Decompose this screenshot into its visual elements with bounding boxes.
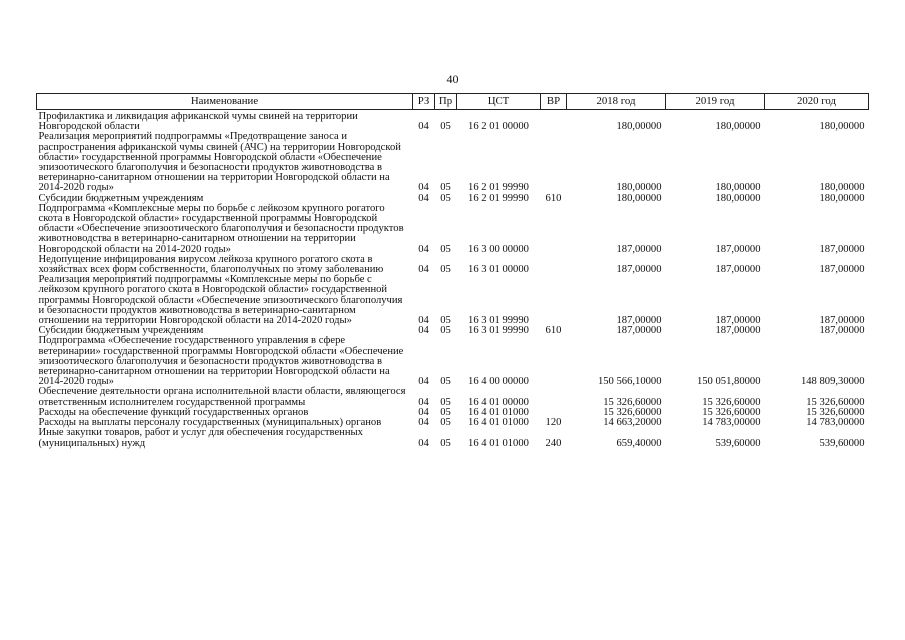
cell-vr: 610 [545, 325, 562, 337]
cell-pr: 05 [440, 192, 451, 204]
cell-cst: 16 4 01 01000 [468, 417, 529, 429]
cell-2019: 180,00000 [715, 182, 761, 194]
header-vr: ВР [541, 94, 567, 110]
header-2018: 2018 год [567, 94, 666, 110]
cell-2018: 659,40000 [616, 437, 662, 449]
cell-rz: 04 [418, 437, 429, 449]
cell-rz: 04 [418, 182, 429, 194]
header-2020: 2020 год [765, 94, 869, 110]
cell-name: Реализация мероприятий подпрограммы «Комплексные меры по борьбе с лейкозом крупного рогатого скота в Новгородской области» государственной программы Новгородской области «Обеспечение эпизоотического благополучия и безопасности продуктов животноводства в ветеринарно-санитарном отношении на территории Новгородской области на 2014-2020 годы» [38, 274, 403, 327]
cell-2019: 15 326,60000 [702, 406, 761, 418]
cell-2018: 180,00000 [616, 192, 662, 204]
cell-pr: 05 [440, 376, 451, 388]
cell-rz: 04 [418, 325, 429, 337]
cell-rz: 04 [418, 264, 429, 276]
cell-2019: 14 783,00000 [702, 417, 761, 429]
cell-rz: 04 [418, 396, 429, 408]
cell-2020: 187,00000 [819, 243, 865, 255]
cell-cst: 16 4 01 01000 [468, 437, 529, 449]
table-header-row [37, 94, 869, 110]
cell-2020: 180,00000 [819, 192, 865, 204]
cell-name: Реализация мероприятий подпрограммы «Предотвращение заноса и распространения африканской чумы свиней (АЧС) на территории Новгородской области» государственной программы Новгородской области «Обеспечение эпизоотического благополучия и безопасности продуктов животноводства в ветеринарно-санитарном отношении на территории Новгородской области на 2014-2020 годы» [38, 131, 401, 194]
cell-vr: 120 [545, 417, 562, 429]
cell-2018: 187,00000 [616, 264, 662, 276]
cell-2019: 180,00000 [715, 121, 761, 133]
cell-2020: 180,00000 [819, 121, 865, 133]
cell-2020: 14 783,00000 [806, 417, 865, 429]
cell-2018: 187,00000 [616, 315, 662, 327]
cell-2019: 150 051,80000 [696, 376, 761, 388]
cell-2018: 180,00000 [616, 182, 662, 194]
cell-name: Подпрограмма «Комплексные меры по борьбе с лейкозом крупного рогатого скота в Новгородской области» государственной программы Новгородской области «Обеспечение эпизоотического благополучия и безопасности продуктов животноводства в ветеринарно-санитарном отношении на территории Новгородской области на 2014-2020 годы» [38, 202, 404, 255]
cell-2018: 150 566,10000 [597, 376, 662, 388]
cell-pr: 05 [440, 325, 451, 337]
cell-cst: 16 3 01 00000 [468, 264, 529, 276]
cell-vr [541, 132, 567, 193]
header-pr: Пр [435, 94, 457, 110]
table-row [37, 336, 869, 387]
cell-cst: 16 2 01 00000 [468, 121, 529, 133]
cell-name: Подпрограмма «Обеспечение государственного управления в сфере ветеринарии» государственной программы Новгородской области «Обеспечение эпизоотического благополучия и безопасности продуктов животноводства в ветеринарно-санитарном отношении на территории Новгородской области на 2014-2020 годы» [38, 335, 404, 388]
cell-2018: 180,00000 [616, 121, 662, 133]
cell-cst: 16 2 01 99990 [468, 182, 529, 194]
cell-pr: 05 [440, 396, 451, 408]
table-row [37, 387, 869, 407]
cell-pr: 05 [440, 182, 451, 194]
header-2019: 2019 год [666, 94, 765, 110]
cell-rz: 04 [418, 376, 429, 388]
cell-vr: 240 [545, 437, 562, 449]
cell-name: Недопущение инфицирования вирусом лейкоза крупного рогатого скота в хозяйствах всех форм собственности, благополучных по этому заболеванию [38, 253, 384, 276]
cell-2019: 187,00000 [715, 325, 761, 337]
cell-rz: 04 [418, 243, 429, 255]
cell-2019: 187,00000 [715, 264, 761, 276]
cell-2018: 15 326,60000 [603, 406, 662, 418]
cell-2018: 14 663,20000 [603, 417, 662, 429]
page-number: 40 [446, 72, 459, 86]
cell-name: Иные закупки товаров, работ и услуг для обеспечения государственных (муниципальных) нужд [38, 427, 363, 449]
table-row [37, 428, 869, 448]
table-row [37, 110, 869, 133]
cell-cst: 16 3 00 00000 [468, 243, 529, 255]
table-row [37, 132, 869, 193]
cell-vr [541, 255, 567, 275]
table-body [37, 110, 869, 449]
cell-rz: 04 [418, 121, 429, 133]
cell-name: Субсидии бюджетным учреждениям [38, 325, 204, 337]
cell-2020: 539,60000 [819, 437, 865, 449]
header-rz: РЗ [413, 94, 435, 110]
cell-2019: 180,00000 [715, 192, 761, 204]
cell-name: Профилактика и ликвидация африканской чумы свиней на территории Новгородской области [38, 111, 358, 133]
cell-pr: 05 [440, 406, 451, 418]
cell-2020: 180,00000 [819, 182, 865, 194]
cell-2020: 187,00000 [819, 264, 865, 276]
cell-name: Обеспечение деятельности органа исполнительной власти области, являющегося ответственным исполнителем государственной программы [38, 386, 406, 408]
cell-rz: 04 [418, 406, 429, 418]
cell-vr [541, 110, 567, 133]
cell-pr: 05 [440, 121, 451, 133]
cell-2020: 187,00000 [819, 325, 865, 337]
cell-cst: 16 4 01 01000 [468, 406, 529, 418]
cell-vr: 610 [545, 192, 562, 204]
cell-cst: 16 4 01 00000 [468, 396, 529, 408]
header-cst: ЦСТ [457, 94, 541, 110]
cell-2020: 187,00000 [819, 315, 865, 327]
cell-pr: 05 [440, 437, 451, 449]
cell-2020: 15 326,60000 [806, 396, 865, 408]
cell-2019: 539,60000 [715, 437, 761, 449]
cell-pr: 05 [440, 315, 451, 327]
table-row [37, 275, 869, 326]
cell-vr [541, 387, 567, 407]
budget-table [36, 93, 869, 449]
cell-vr [541, 275, 567, 326]
cell-2019: 187,00000 [715, 243, 761, 255]
cell-name: Субсидии бюджетным учреждениям [38, 192, 204, 204]
table-row [37, 204, 869, 255]
cell-pr: 05 [440, 243, 451, 255]
cell-rz: 04 [418, 315, 429, 327]
cell-2018: 187,00000 [616, 243, 662, 255]
cell-rz: 04 [418, 192, 429, 204]
cell-vr [541, 204, 567, 255]
cell-pr: 05 [440, 264, 451, 276]
cell-name: Расходы на обеспечение функций государственных органов [38, 406, 309, 418]
cell-vr [541, 336, 567, 387]
cell-2019: 15 326,60000 [702, 396, 761, 408]
cell-2019: 187,00000 [715, 315, 761, 327]
cell-2020: 148 809,30000 [800, 376, 865, 388]
table-row [37, 255, 869, 275]
cell-2018: 15 326,60000 [603, 396, 662, 408]
cell-cst: 16 4 00 00000 [468, 376, 529, 388]
cell-2018: 187,00000 [616, 325, 662, 337]
cell-cst: 16 2 01 99990 [468, 192, 529, 204]
cell-cst: 16 3 01 99990 [468, 315, 529, 327]
cell-cst: 16 3 01 99990 [468, 325, 529, 337]
header-name: Наименование [37, 94, 413, 110]
cell-name: Расходы на выплаты персоналу государственных (муниципальных) органов [38, 417, 382, 429]
cell-rz: 04 [418, 417, 429, 429]
cell-pr: 05 [440, 417, 451, 429]
cell-2020: 15 326,60000 [806, 406, 865, 418]
